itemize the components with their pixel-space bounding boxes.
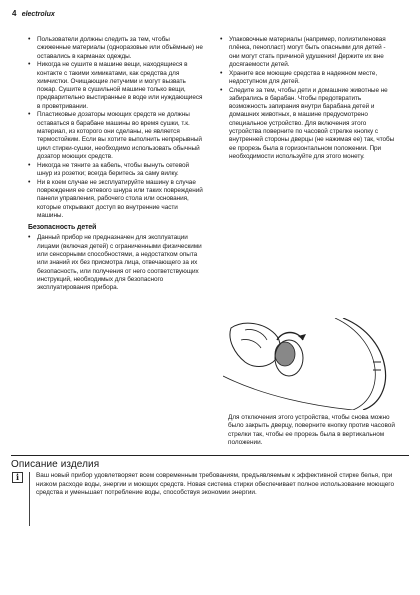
- list-item: • Пользователи должны следить за тем, чтобы сжиженные материалы (одноразовые или объёмные) не оставались в карманах одежды.: [28, 36, 204, 61]
- list-item: • Ни в коем случае не эксплуатируйте машину в случае повреждения ее сетевого шнура или таких повреждений панели управления, рабочего стола или основания, которые открывают доступ во внутренние части машины.: [28, 179, 204, 220]
- right-column: [220, 36, 396, 162]
- child-safety-heading: Безопасность детей: [28, 224, 97, 232]
- list-item: • Никогда не сушите в машине вещи, находящиеся в контакте с такими химикатами, как средства для химчистки. Очищающие летучими и могут вызвать пожар. Сушите в сушильной машине только вещи, предварительно выстиранные в воде или нуждающиеся в проветривании.: [28, 61, 204, 111]
- list-item: • Пластиковые дозаторы моющих средств не должны оставаться в барабане машины во время сушки, т.к. материал, из которого они сделаны, не является термостойким. Если вы хотите выполнить непрерывный цикл стирки-сушки, необходимо использовать обычный дозатор моющих средств.: [28, 111, 204, 161]
- info-icon: i: [12, 472, 23, 483]
- list-item: • Данный прибор не предназначен для эксплуатации лицами (включая детей) с ограниченными физическими или сенсорными способностями, а недостатком опыта или знаний их без присмотра лица, отвечающего за их безопасность, или получения от него соответствующих инструкций, необходимых для безопасного эксплуатирования прибора.: [28, 234, 204, 292]
- list-item: • Упаковочные материалы (например, полиэтиленовая плёнка, пенопласт) могут быть опасными для детей - они могут стать причиной удушения! Держите их вне досягаемости детей.: [220, 36, 396, 69]
- left-column: [28, 36, 204, 293]
- page-number: 4: [12, 9, 17, 18]
- illustration-caption: Для отключения этого устройства, чтобы снова можно было закрыть дверцу, поверните кнопку против часовой стрелки так, чтобы ее прорезь была в вертикальном положении.: [228, 414, 395, 446]
- section-title: Описание изделия: [11, 459, 100, 470]
- list-item: • Никогда не тяните за кабель, чтобы вынуть сетевой шнур из розетки; всегда беритесь за саму вилку.: [28, 162, 204, 179]
- info-divider: [29, 472, 30, 526]
- brand-name: electrolux: [21, 11, 55, 18]
- list-item: • Храните все моющие средства в надежном месте, недоступном для детей.: [220, 70, 396, 87]
- info-text: Ваш новый прибор удовлетворяет всем современным требованиям, предъявляемым к эффективной стирке белья, при низком расходе воды, энергии и моющих средств. Новая система стирки обеспечивает полное использование моющего средства и уменьшает потребление воды, способствуя экономии энергии.: [36, 472, 395, 496]
- page-header: [12, 9, 55, 18]
- section-header: [11, 455, 409, 470]
- child-lock-illustration: [223, 318, 393, 410]
- safety-list: [28, 36, 204, 220]
- safety-list-right: [220, 36, 396, 161]
- door-lock-drawing: [223, 318, 393, 410]
- child-safety-list: [28, 234, 204, 292]
- list-item: • Следите за тем, чтобы дети и домашние животные не забирались в барабан. Чтобы предотвратить возможность запирания внутри барабана детей и домашних животных, в машине предусмотрено специальное устройство. Для включения этого устройства поверните по часовой стрелке кнопку с внутренней стороны дверцы (не нажимая ее) так, чтобы ее прорезь была в горизонтальном положении. При необходимости используйте для этого монету.: [220, 87, 396, 162]
